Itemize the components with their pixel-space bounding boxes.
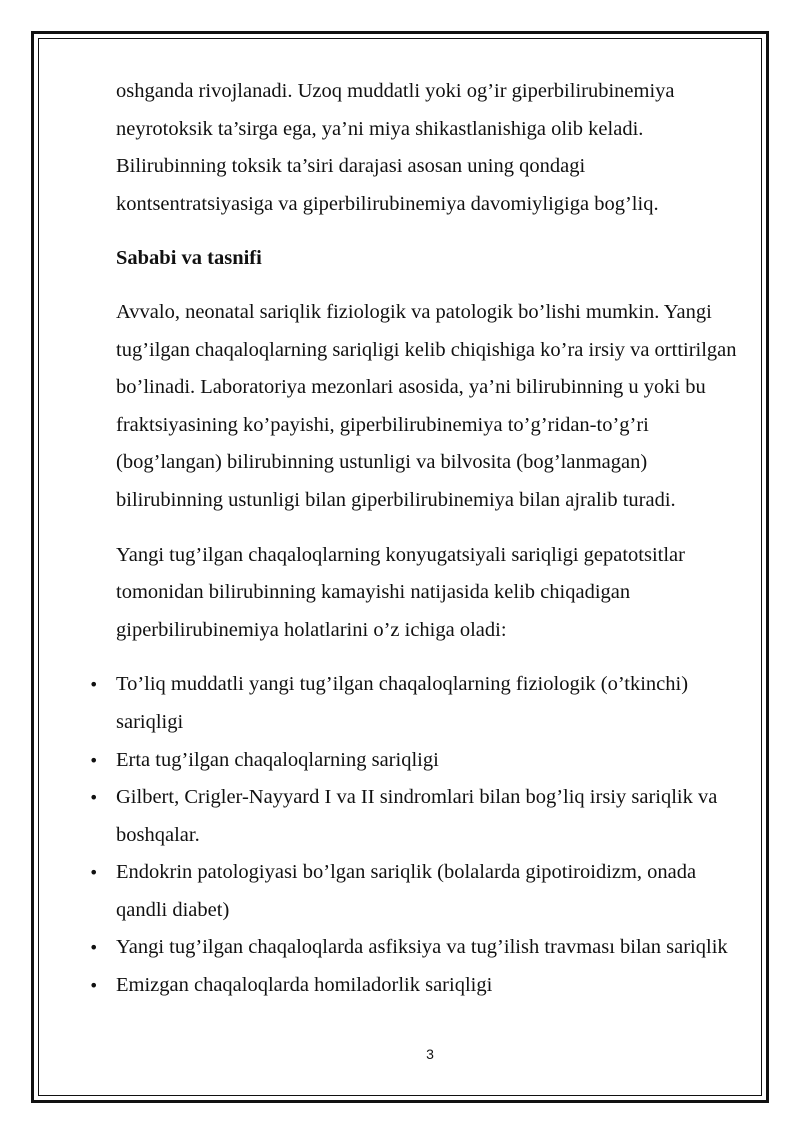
section-heading: Sababi va tasnifi <box>116 247 262 270</box>
bullet-icon: • <box>89 788 99 808</box>
bullet-icon: • <box>89 938 99 958</box>
page-content <box>89 73 746 1005</box>
list-item <box>89 742 746 780</box>
jaundice-types-list <box>89 666 746 1004</box>
bullet-icon: • <box>89 863 99 883</box>
list-item <box>89 929 746 967</box>
list-item-text: To’liq muddatli yangi tug’ilgan chaqaloqlarning fiziologik (o’tkinchi) sariqligi <box>116 673 689 733</box>
bullet-icon: • <box>89 675 99 695</box>
bullet-icon: • <box>89 976 99 996</box>
paragraph-classification: Avvalo, neonatal sariqlik fiziologik va patologik bo’lishi mumkin. Yangi tug’ilgan chaqaloqlarning sariqligi kelib chiqishiga ko’ra irsiy va orttirilgan bo’linadi. Laboratoriya mezonlari asosida, ya’ni bilirubinning u yoki bu fraktsiyasining ko’payishi, giperbilirubinemiya to’g’ridan-to’g’ri (bog’langan) bilirubinning ustunligi va bilvosita (bog’lanmagan) bilirubinning ustunligi bilan giperbilirubinemiya bilan ajralib turadi. <box>116 300 737 511</box>
paragraph-conjugation: Yangi tug’ilgan chaqaloqlarning konyugatsiyali sariqligi gepatotsitlar tomonidan bilirubinning kamayishi natijasida kelib chiqadigan giperbilirubinemiya holatlarini o’z ichiga oladi: <box>116 543 685 641</box>
list-item-text: Endokrin patologiyasi bo’lgan sariqlik (bolalarda gipotiroidizm, onada qandli diabet) <box>116 861 697 921</box>
page-number: 3 <box>426 1046 434 1062</box>
paragraph-intro: oshganda rivojlanadi. Uzoq muddatli yoki og’ir giperbilirubinemiya neyrotoksik ta’sirga ega, ya’ni miya shikastlanishiga olib keladi. Bilirubinning toksik ta’siri darajasi asosan uning qondagi kontsentratsiyasiga va giperbilirubinemiya davomiyligiga bog’liq. <box>116 80 675 215</box>
list-item <box>89 967 746 1005</box>
list-item-text: Gilbert, Crigler-Nayyard I va II sindromlari bilan bog’liq irsiy sariqlik va boshqalar. <box>116 786 718 846</box>
list-item-text: Yangi tug’ilgan chaqaloqlarda asfiksiya va tug’ilish travması bilan sariqlik <box>116 936 728 959</box>
list-item-text: Emizgan chaqaloqlarda homiladorlik sariqligi <box>116 974 493 997</box>
bullet-icon: • <box>89 750 99 770</box>
list-item <box>89 779 746 854</box>
list-item <box>89 666 746 741</box>
list-item <box>89 854 746 929</box>
list-item-text: Erta tug’ilgan chaqaloqlarning sariqligi <box>116 748 439 771</box>
